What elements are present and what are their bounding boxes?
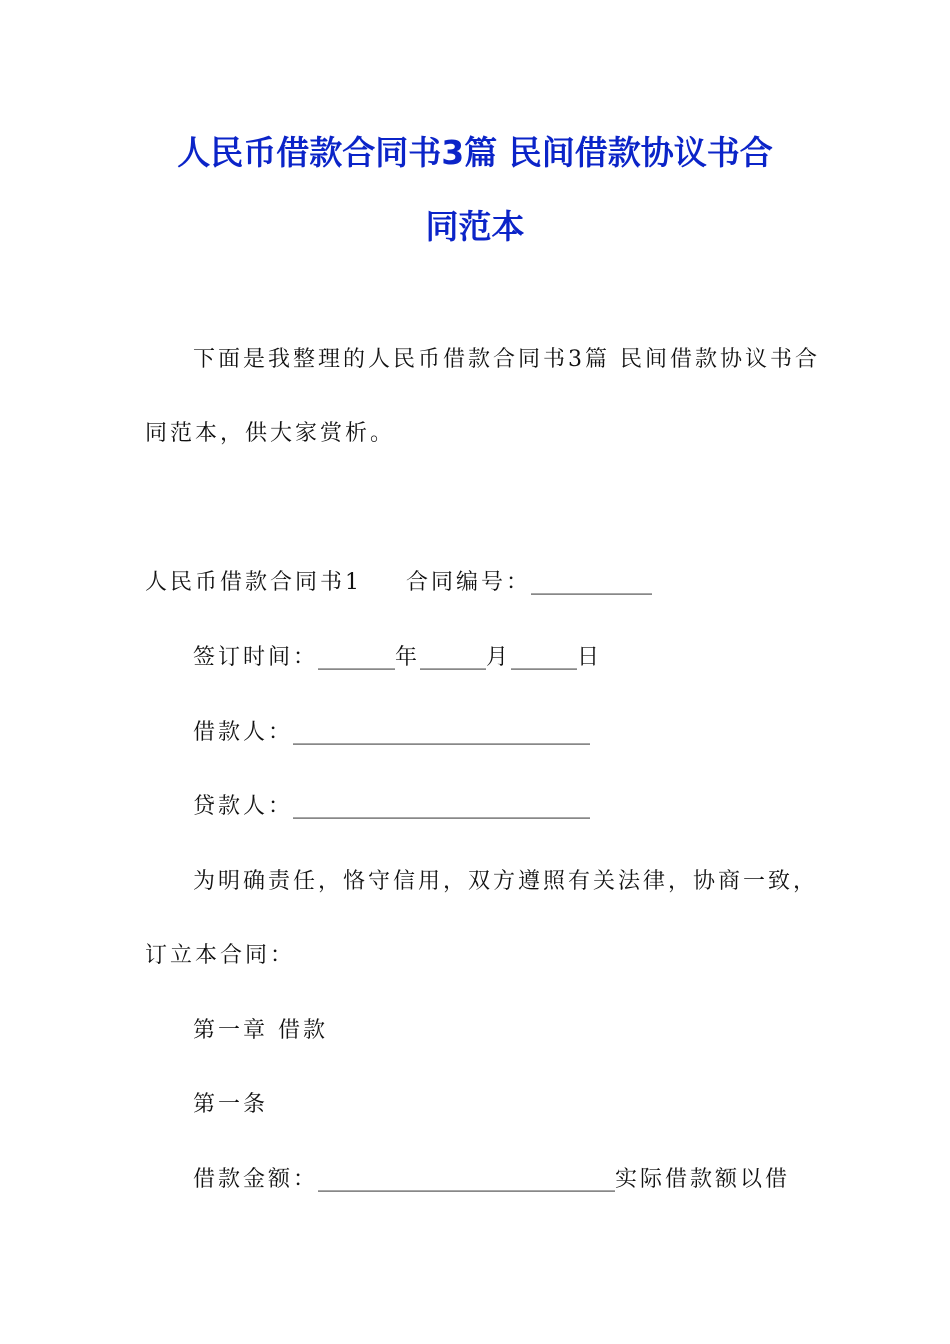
month-label: 月 (486, 645, 512, 670)
borrower-label: 借款人： (193, 720, 294, 745)
loan-amount-blank: ___________________________ (318, 1167, 616, 1192)
sign-date-day-blank: ______ (511, 645, 578, 670)
document-title-line-2: 同范本 (425, 207, 525, 246)
lender-row (193, 792, 590, 822)
borrower-row (193, 718, 590, 748)
lender-label: 贷款人： (193, 794, 294, 819)
contract-heading: 人民币借款合同书1 (145, 570, 362, 595)
purpose-paragraph-line-1: 为明确责任，恪守信用，双方遵照有关法律，协商一致， (193, 869, 819, 894)
chapter-heading: 第一章 借款 (193, 1018, 328, 1043)
article-heading: 第一条 (193, 1092, 269, 1117)
year-label: 年 (395, 645, 421, 670)
intro-paragraph-line-1: 下面是我整理的人民币借款合同书3篇 民间借款协议书合 (193, 347, 820, 372)
intro-paragraph-line-2: 同范本，供大家赏析。 (145, 421, 396, 446)
purpose-paragraph-line-2: 订立本合同： (145, 943, 296, 968)
document-title-line-1: 人民币借款合同书3篇 民间借款协议书合 (177, 133, 773, 172)
lender-blank: ___________________________ (293, 794, 591, 819)
loan-amount-label: 借款金额： (193, 1167, 319, 1192)
sign-date-label: 签订时间： (193, 645, 319, 670)
sign-date-month-blank: ______ (420, 645, 487, 670)
contract-number-label: 合同编号： (406, 570, 532, 595)
contract-heading-row (145, 568, 652, 598)
contract-number-blank: ___________ (531, 570, 653, 595)
borrower-blank: ___________________________ (293, 720, 591, 745)
loan-amount-row (193, 1165, 790, 1195)
loan-amount-tail: 实际借款额以借 (615, 1167, 791, 1192)
sign-date-row (193, 643, 602, 673)
day-label: 日 (577, 645, 603, 670)
sign-date-year-blank: _______ (318, 645, 396, 670)
